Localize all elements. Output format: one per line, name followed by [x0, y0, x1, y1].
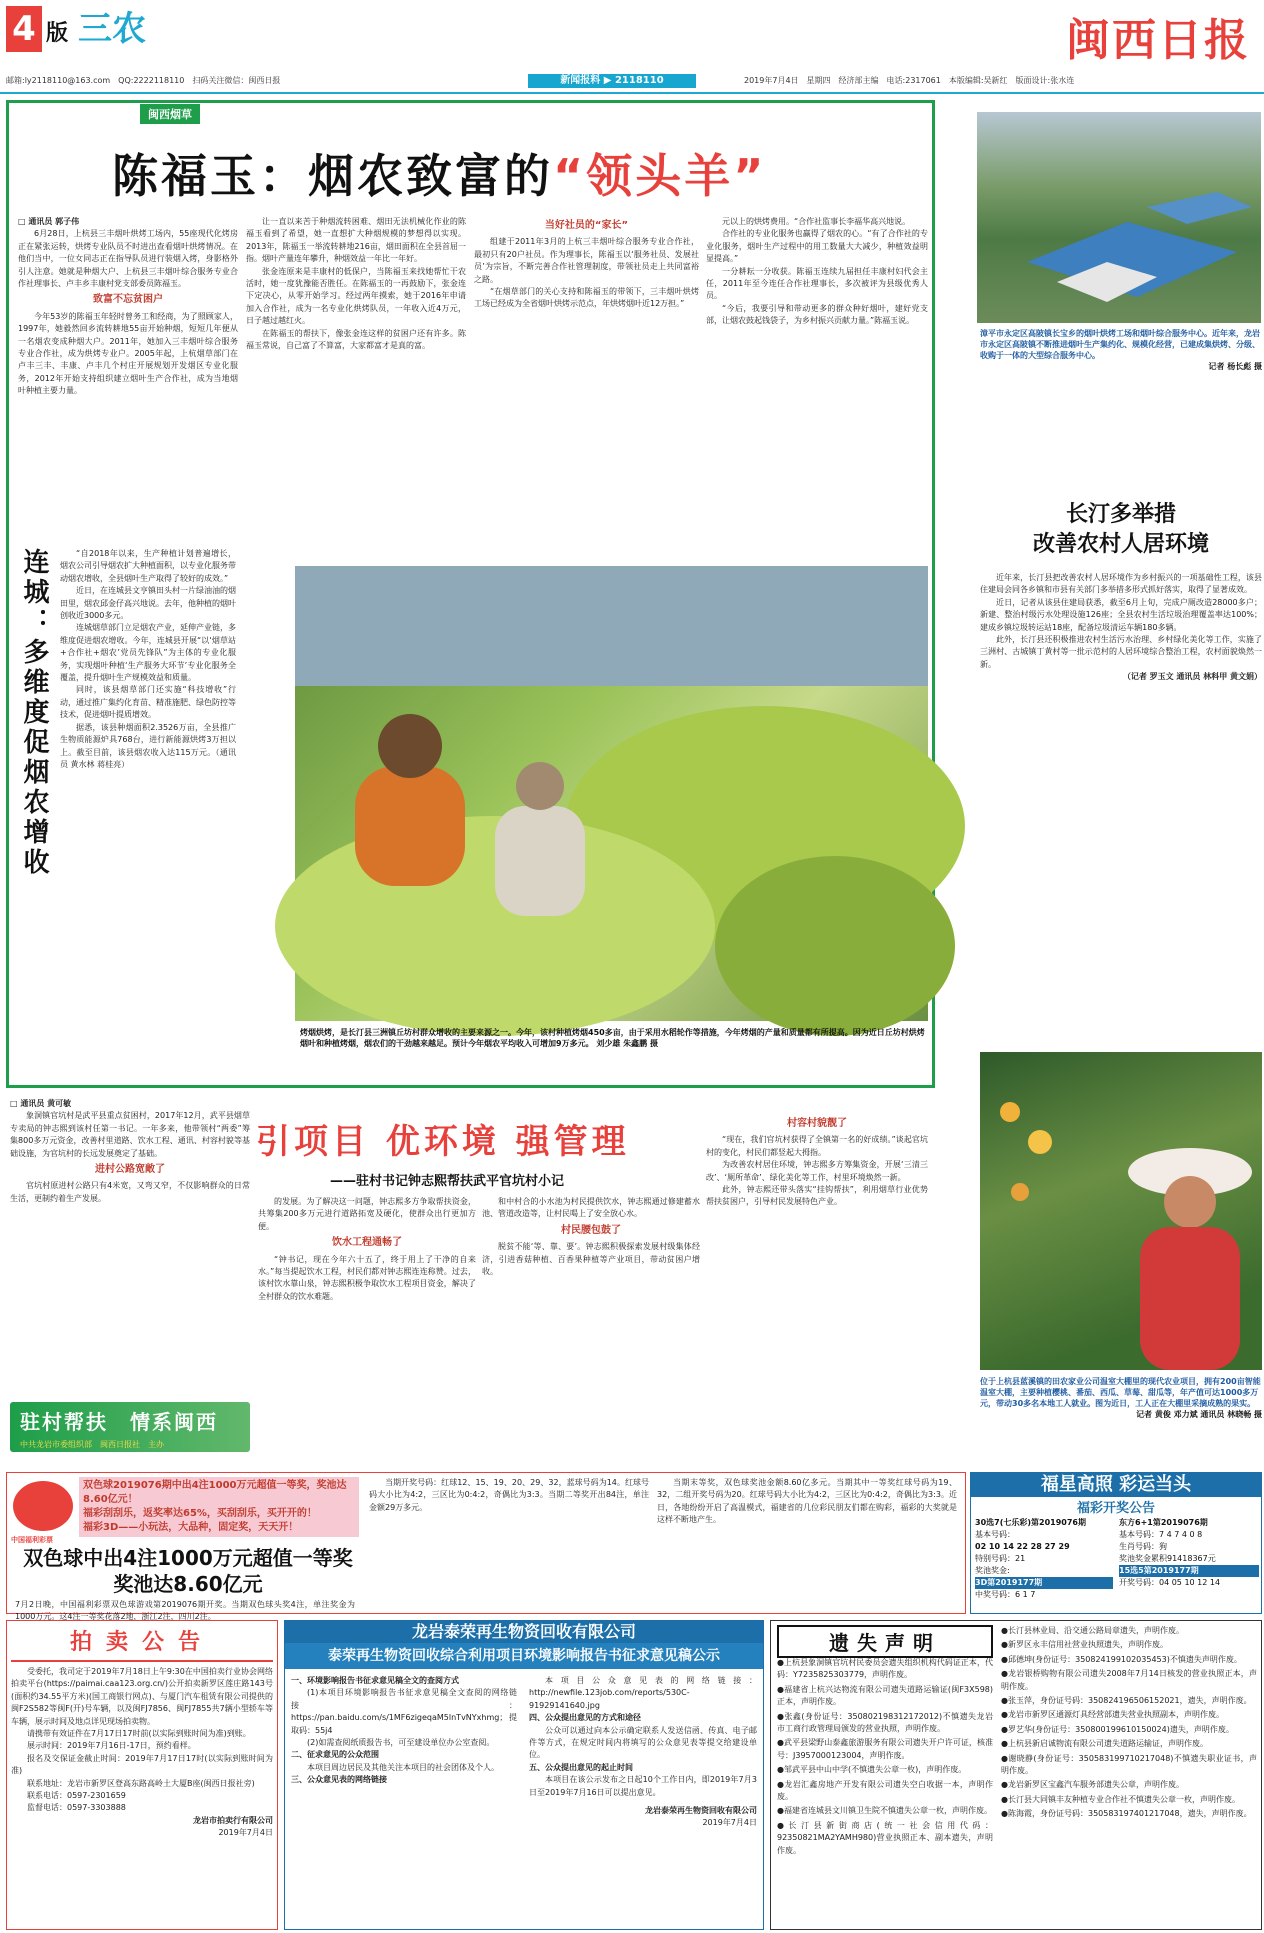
- project-col1: [10, 1098, 250, 1398]
- project-byline: □ 通讯员 黄可敏: [10, 1099, 72, 1108]
- env-notice: [284, 1620, 764, 1930]
- lead-col2: [246, 216, 466, 542]
- headline-part1: 陈福玉：烟农致富的: [112, 149, 553, 203]
- changting-body: [980, 572, 1262, 942]
- lost-item: ●长汀县新街商店(统一社会信用代码：92350821MA2YAMH980)营业执照正本、副本遗失，声明作废。: [777, 1820, 993, 1855]
- subheading: 村民腰包鼓了: [561, 1224, 621, 1236]
- lottery-brand: 中国福利彩票: [11, 1536, 53, 1544]
- greenhouse-photo: [980, 1052, 1262, 1370]
- paragraph: 的发展。为了解决这一问题，钟志熙多方争取帮扶资金，共筹集200多万元进行道路拓宽及硬化，使群众出行更加方便。: [258, 1197, 476, 1231]
- lost-item: ●张玉萍，身份证号码：350824196506152021，遗失，声明作废。: [1001, 1696, 1252, 1706]
- lottery-headline: 双色球中出4注1000万元超值一等奖 奖池达8.60亿元: [23, 1546, 353, 1596]
- paragraph: “今后，我要引导和带动更多的群众种好烟叶，建好党支部，让烟农鼓起钱袋子，为乡村振兴贡献力量。”陈福玉说。: [706, 303, 928, 326]
- lost-col1: [777, 1657, 993, 1925]
- promo-line: 福彩刮刮乐，返奖率达65%，买刮刮乐，买开开的！: [83, 1508, 317, 1519]
- subheading: 致富不忘贫困户: [93, 294, 163, 306]
- caption-text: 位于上杭县蓝溪镇的田农家业公司温室大棚里的现代农业项目，拥有200亩智能温室大棚，主要种植樱桃、番茄、西瓜、草莓、甜瓜等，年产值可达1000多万元，带动30多名本地工人就业。图为近日，工人正在大棚里采摘成熟的果实。: [980, 1377, 1261, 1408]
- paragraph: 让一直以来苦于种烟流转困难、烟田无法机械化作业的陈福玉看到了希望，她一直想扩大种烟规模的梦想得以实现。2013年，陈福玉一举流转耕地216亩，烟田面积在全县首屈一指。烟叶产量连年攀升，种烟效益一年比一年好。: [246, 217, 466, 264]
- lead-kicker: [140, 103, 200, 124]
- lottery-body: [15, 1599, 355, 1622]
- auction-body: [11, 1666, 273, 1922]
- paragraph: 官坑村原进村公路只有4米宽，又弯又窄，不仅影响群众的日常生活，更制约着生产发展。: [10, 1181, 250, 1203]
- lead-byline: □ 通讯员 郭子伟: [18, 217, 80, 226]
- lost-item: ●福建省上杭兴达物流有限公司遗失道路运输证(闽F3X598)正本，声明作废。: [777, 1684, 993, 1707]
- lost-item: ●福建省连城县文川镇卫生院不慎遗失公章一枚，声明作废。: [777, 1806, 992, 1816]
- lost-item: ●张鑫(身份证号：350802198312172012)不慎遗失龙岩市工商行政管理局颁发的营业执照，声明作废。: [777, 1711, 993, 1734]
- result-title: 东方6+1第2019076期: [1119, 1518, 1208, 1527]
- lead-headline: [112, 140, 872, 212]
- paragraph: 本项目周边居民及其他关注本项目的社会团体及个人。: [307, 1762, 499, 1772]
- lost-item: ●龙岩银桥购物有限公司遗失2008年7月14日核发的营业执照正本，声明作废。: [1001, 1669, 1257, 1691]
- lottery-results-panel: [970, 1472, 1262, 1614]
- subheading: 饮水工程通畅了: [332, 1237, 402, 1249]
- paragraph: 此外，长汀县还积极推进农村生活污水治理、乡村绿化美化等工作，实施了三洲村、古城镇丁黄村等一批示范村的人居环境综合整治工程，农村面貌焕然一新。: [980, 635, 1262, 669]
- result-pool: 奖池奖金:: [975, 1566, 1010, 1575]
- lost-item: ●武平县梁野山泰鑫旅游服务有限公司遗失开户许可证，核准号：J3957000123004，声明作废。: [777, 1738, 993, 1760]
- paragraph: 联系电话：0597-2301659: [27, 1791, 126, 1801]
- paragraph: 一分耕耘一分收获。陈福玉连续九届担任丰康村妇代会主任，2011年至今连任合作社理事长，多次被评为县级优秀人员。: [706, 266, 928, 301]
- headline-line2: 改善农村人居环境: [1032, 532, 1209, 557]
- paragraph: 在陈福玉的帮扶下，像张金连这样的贫困户还有许多。陈福玉常说，自己富了不算富，大家都富才是真的富。: [246, 328, 466, 351]
- env-title: 泰荣再生物资回收综合利用项目环境影响报告书征求意见稿公示: [285, 1643, 763, 1669]
- caption-credit: 刘少雄 朱鑫鹏 摄: [596, 1039, 658, 1048]
- news-hotline: 新闻报料 ▶ 2118110: [528, 74, 696, 88]
- masthead-logo: 闽西日报: [1066, 15, 1250, 66]
- result-block-61: [1119, 1517, 1259, 1589]
- lost-item: ●龙岩新罗区宝鑫汽车服务部遗失公章，声明作废。: [1001, 1780, 1184, 1790]
- env-section: 二、征求意见的公众范围: [291, 1750, 379, 1760]
- tomato-picking-image: [980, 1052, 1262, 1370]
- info-right: 2019年7月4日 星期四 经济部主编 电话:2317061 本版编辑:吴新红 版面设计:张水连: [744, 76, 1075, 85]
- lottery-promo-box: [79, 1477, 359, 1537]
- lottery-results-title: 福星高照 彩运当头: [971, 1473, 1261, 1497]
- paragraph: “钟书记，现在今年六十五了，终于用上了干净的自来水。”每当提起饮水工程，村民们都对钟志熙连连称赞。过去，该村饮水靠山泉，钟志熙积极争取饮水工程项目资金，解决了全村群众的饮水难题。: [258, 1254, 476, 1301]
- lost-item: ●邹武平县中山中学(不慎遗失公章一枚)，声明作废。: [777, 1765, 967, 1775]
- env-col2: [529, 1675, 757, 1925]
- result-label: 基本号码：: [975, 1530, 1015, 1539]
- factory-photo: [977, 112, 1261, 323]
- lead-col4: [706, 216, 928, 542]
- caption-credit: 记者 杨长彪 摄: [1208, 362, 1262, 371]
- headline-part2: “领头羊”: [553, 149, 767, 203]
- headline-line1: 长汀多举措: [1065, 502, 1176, 527]
- lottery-ad: [6, 1472, 966, 1622]
- main-photo-caption: [300, 1027, 928, 1075]
- result-pool: 奖池奖金累积91418367元: [1119, 1554, 1216, 1563]
- paragraph: 同时，该县烟草部门还实施“科技增收”行动，通过推广集约化育苗、精准施肥、绿色防控等技术，促进烟叶提质增效。: [60, 685, 236, 720]
- env-section: 一、环境影响报告书征求意见稿全文的查阅方式: [291, 1676, 459, 1685]
- tobacco-harvest-image: [295, 566, 928, 1021]
- paragraph: “现在，我们官坑村获得了全镇第一名的好成绩。”谈起官坑村的变化，村民们都竖起大拇指。: [706, 1135, 928, 1157]
- env-footer: 龙岩泰荣再生物资回收有限公司: [645, 1806, 757, 1816]
- lost-item: ●邱德坤(身份证号：350824199102035453)不慎遗失声明作废。: [1001, 1654, 1242, 1664]
- greenhouse-caption: [980, 1376, 1262, 1456]
- industrial-park-image: [977, 112, 1261, 323]
- lost-item: ●长汀县大同镇丰友种植专业合作社不慎遗失公章一枚，声明作废。: [1001, 1794, 1240, 1804]
- result-numbers: 开奖号码：04 05 10 12 14: [1119, 1578, 1221, 1587]
- project-subtitle: ——驻村书记钟志熙帮扶武平官坑村小记: [330, 1174, 565, 1189]
- auction-company: 龙岩市拍卖行有限公司: [193, 1815, 273, 1825]
- promo-line: 福彩3D——小玩法，大品种，固定奖，天天开！: [83, 1522, 299, 1533]
- lost-notices: [770, 1620, 1262, 1930]
- lost-col2: [1001, 1625, 1257, 1925]
- result-title: 30选7(七乐彩)第2019076期: [975, 1518, 1086, 1527]
- caption-text: 漳平市永定区高陂镇长宝乡的烟叶烘烤工场和烟叶综合服务中心。近年来，龙岩市永定区高陂镇不断推进烟叶生产集约化、规模化经营，已建成集烘烤、分级、收购于一体的大型综合服务中心。: [980, 329, 1260, 360]
- result-numbers: 中奖号码：6 1 7: [975, 1590, 1036, 1599]
- main-photo: [295, 566, 928, 1021]
- caption-credit: 记者 黄俊 邓力斌 通讯员 林晓畅 摄: [1136, 1410, 1262, 1419]
- env-date: 2019年7月4日: [702, 1818, 757, 1828]
- result-block-qlc: [975, 1517, 1113, 1601]
- paragraph: 本项目公众意见表的网络链接：http://newfile.123job.com/reports/530C-91929141640.jpg: [529, 1676, 757, 1710]
- info-left: 邮箱:ly2118110@163.com QQ:2222118110 扫码关注微信：闽西日报: [6, 76, 281, 85]
- paragraph: 当期开奖号码：红球12、15、19、20、29、32，蓝球号码为14。红球号码大小比为4:2，三区比为0:4:2，奇偶比为3:3。当期二等奖开出84注，单注金额29万多元。: [369, 1478, 649, 1512]
- byline: （记者 罗玉文 通讯员 林科甲 黄文娟）: [1122, 672, 1262, 682]
- paragraph: 今年53岁的陈福玉年轻时曾务工和经商，为了照顾家人，1997年，她毅然回乡流转耕地55亩开始种烟，短短几年便从一名烟农变成种烟大户。2011年，她加入三丰烟叶综合服务专业合作社，成为烘烤专业户。2005年起，上杭烟草部门在卢丰三丰、丰康、卢丰几个村庄开展规划开发烟区专业化服务，2012年开始支持组织建立烟叶生产合作社，成为当地烟叶种植主要力量。: [18, 311, 238, 396]
- paragraph: 元以上的烘烤费用。“合作社监事长李福华高兴地说。: [722, 217, 911, 226]
- paragraph: 近日，记者从该县住建局获悉，截至6月上旬，完成户厕改造28000多户；新建、整治村级污水处理设施126座；全县农村生活垃圾治理覆盖率达100%；建成乡镇垃圾转运站18座，配备垃圾清运车辆180多辆。: [980, 597, 1262, 632]
- subheading: 进村公路宽敞了: [95, 1164, 165, 1176]
- lottery-col2: [369, 1477, 649, 1611]
- lost-item: ●上杭县象洞镇官坑村民委员会遗失组织机构代码证正本，代码：Y7235825303779，声明作废。: [777, 1658, 993, 1680]
- lost-item: ●长汀县林业局、沿交通公路局章遗失，声明作废。: [1001, 1626, 1184, 1635]
- paragraph: 6月28日，上杭县三丰烟叶烘烤工场内，55座现代化烤房正在紧张运转，烘烤专业队员不时进出查看烟叶烘烤情况。在他们当中，一位女同志正在指导队员进行装烟入烤，身影格外引人注意。她就是种烟大户、上杭县三丰烟叶综合服务专业合作社理事长、卢丰乡丰康村党支部委员陈福玉。: [18, 229, 238, 289]
- paragraph: 组建于2011年3月的上杭三丰烟叶综合服务专业合作社，最初只有20户社员。作为理事长，陈福玉以‘服务社员、发展社员’为宗旨，不断完善合作社管理制度，带领社员走上共同富裕之路。: [474, 237, 699, 284]
- paragraph: 近年来，长汀县把改善农村人居环境作为乡村振兴的一项基础性工程，该县住建局会同各乡镇和市县有关部门多举措多形式抓好落实，取得了显著成效。: [980, 573, 1262, 595]
- project-col3: [482, 1196, 700, 1456]
- lost-item: ●谢晓静(身份证号：350583199710217048)不慎遗失职业证书，声明作废。: [1001, 1753, 1257, 1776]
- welfare-lottery-logo-icon: [13, 1481, 73, 1531]
- result-numbers: 基本号码：7 4 7 4 0 8: [1119, 1530, 1203, 1539]
- lost-item: ●上杭县新启诚物流有限公司遗失道路运输证，声明作废。: [1001, 1739, 1208, 1749]
- result-zodiac: 生肖号码：狗: [1119, 1542, 1167, 1551]
- auction-date: 2019年7月4日: [218, 1828, 273, 1838]
- lost-item: ●龙岩汇鑫房地产开发有限公司遗失空白收据一本，声明作废。: [777, 1779, 993, 1802]
- header-rule: [0, 92, 1264, 94]
- liancheng-body: [60, 548, 236, 1078]
- lead-col1: [18, 216, 238, 542]
- auction-notice: [6, 1620, 278, 1930]
- banner-sub: 中共龙岩市委组织部 闽西日报社 主办: [20, 1440, 164, 1449]
- lost-item: ●罗艺华(身份证号：350800199610150024)遗失，声明作废。: [1001, 1724, 1234, 1734]
- env-company: 龙岩泰荣再生物资回收有限公司: [285, 1621, 763, 1643]
- lottery-results-sub: 福彩开奖公告: [1076, 1501, 1155, 1516]
- env-col1: [291, 1675, 517, 1925]
- page-suffix: 版: [46, 21, 69, 46]
- lead-col3: [474, 216, 699, 542]
- paragraph: 监督电话：0597-3303888: [27, 1803, 126, 1813]
- subheading: 村容村貌靓了: [787, 1118, 847, 1129]
- paragraph: 联系地址：龙岩市新罗区登高东路高岭土大厦B座(闽西日报社旁): [27, 1778, 255, 1788]
- result-special: 特别号码：21: [975, 1554, 1026, 1563]
- auction-title: 拍卖公告: [11, 1625, 273, 1662]
- lost-item: ●陈海霞，身份证号码：350583197401217048，遗失，声明作废。: [1001, 1809, 1252, 1819]
- promo-line: 双色球2019076期中出4注1000万元超值一等奖，奖池达8.60亿元！: [83, 1480, 347, 1505]
- paragraph: 合作社的专业化服务也赢得了烟农的心。“有了合作社的专业化服务，烟叶生产过程中的用工数量大大减少，种植效益明显提高。”: [706, 229, 928, 264]
- lottery-col3: [657, 1477, 957, 1611]
- paragraph: 据悉，该县种烟面积2.3526万亩，全县推广生物质能源炉具768台，进行新能源烘烤3万担以上。截至目前，该县烟农收入达115万元。（通讯员 黄水林 蒋桂亮）: [60, 722, 236, 769]
- paragraph: 本项目在该公示发布之日起10个工作日内，即2019年7月3日至2019年7月16日可以提出意见。: [529, 1775, 757, 1797]
- paragraph: 近日，在连城县文亨镇田头村一片绿油油的烟田里，烟农邱金仔高兴地说。去年，他种植的烟叶创收近3000多元。: [60, 586, 236, 621]
- paragraph: 公众可以通过向本公示确定联系人发送信函、传真、电子邮件等方式，在规定时间内将填写的公众意见表等提交给建设单位。: [529, 1725, 757, 1760]
- paragraph: 象洞镇官坑村是武平县重点贫困村，2017年12月，武平县烟草专卖局的钟志熙到该村任第一书记。一年多来，他带领村“两委”筹集800多万元资金，改善村里道路、饮水工程、通讯、村容村貌等基础设施，为官坑村的长远发展奠定了基础。: [10, 1111, 250, 1158]
- result-subtitle: 15选5第2019177期: [1119, 1565, 1259, 1577]
- lost-title: 遗失声明: [777, 1625, 993, 1658]
- lost-item: ●新罗区永丰信用社营业执照遗失，声明作废。: [1001, 1640, 1168, 1650]
- paragraph: (1)本项目环境影响报告书征求意见稿全文查阅的网络链接：https://pan.baidu.com/s/1MF6zigeqaM5lnTvNYxhmg；提取码：55j4: [291, 1688, 517, 1735]
- project-headline: 引项目 优环境 强管理: [256, 1122, 630, 1162]
- village-aid-banner: [10, 1402, 250, 1452]
- kicker-label: 闽西烟草: [140, 104, 200, 124]
- subheading: 当好社员的“家长”: [544, 220, 629, 231]
- paragraph: 展示时间：2019年7月16日-17日，预约看样。: [27, 1741, 196, 1751]
- lost-item: ●龙岩市新罗区通源灯具经营部遗失营业执照副本，声明作废。: [1001, 1710, 1224, 1720]
- result-numbers: 02 10 14 22 28 27 29: [975, 1542, 1070, 1551]
- paragraph: (2)如需查阅纸质报告书，可至建设单位办公室查阅。: [307, 1738, 495, 1748]
- paragraph: 当期末等奖，双色球奖池金额8.60亿多元。当期其中一等奖红球号码为19、32，二组开奖号码为20。红球号码大小比为4:2，三区比为0:4:2，奇偶比为3:3。近日，各地纷纷开启了高温模式，福建省的几位彩民朋友们都在购彩，福彩的大奖就是这样不断地产生。: [657, 1478, 957, 1525]
- page-number: 4: [6, 6, 42, 52]
- paragraph: 张金连原来是丰康村的低保户，当陈福玉来找她帮忙干农活时，她一度犹豫能否胜任。在陈福玉的一再鼓励下，张金连下定决心，从零开始学习。经过两年摸索，她于2016年申请加入合作社，成为一名专业化烘烤队员，一年收入近4万元，日子越过越红火。: [246, 266, 466, 326]
- banner-title: 驻村帮扶 情系闽西: [20, 1410, 218, 1434]
- paragraph: 此外，钟志熙还带头落实“挂钩帮扶”，利用烟草行业优势帮扶贫困户，引导村民发展特色产业。: [706, 1185, 928, 1207]
- paragraph: 请携带有效证件在7月17日17时前(以实际到账时间为准)到账。: [27, 1729, 251, 1739]
- caption-text: 烤烟烘烤，是长汀县三洲镇丘坊村群众增收的主要来源之一。今年，该村种植烤烟450多亩，由于采用水稻轮作等措施，今年烤烟的产量和质量都有所提高。因为近日丘坊村烘烤烟叶和种植烤烟，烟农们的干劲越来越足。预计今年烟农平均收入可增加9万多元。: [300, 1028, 925, 1048]
- paragraph: 连城烟草部门立足烟农产业，延伸产业链，多维度促进烟农增收。今年，连城县开展“以‘烟草站+合作社+烟农’党员先锋队”为主体的专业化服务，实现烟叶种植‘生产服务大环节’专业化服务全覆盖，提升烟叶生产规模效益和质量。: [60, 623, 236, 683]
- paragraph: “在烟草部门的关心支持和陈福玉的带领下，三丰烟叶烘烤工场已经成为全省烟叶烘烤示范点，年烘烤烟叶近12万担。”: [474, 287, 699, 309]
- section-title: 三农: [78, 9, 146, 49]
- paragraph: 脱贫不能‘等、靠、要’。钟志熙积极探索发展村级集体经济，引进香菇种植、百香果种植等产业项目，带动贫困户增收。: [482, 1242, 700, 1277]
- liancheng-title: 连城：多维度促烟农增收: [19, 548, 49, 878]
- paragraph: 7月2日晚，中国福利彩票双色球游戏第2019076期开奖。当期双色球头奖4注，单注奖金为1000万元。这4注一等奖花落2地，浙江2注，四川2注。: [15, 1600, 355, 1622]
- changting-headline: [980, 500, 1262, 560]
- paragraph: “自2018年以来，生产种植计划普遍增长，烟农公司引导烟农扩大种植面积，以专业化服务带动烟农增收，全县烟叶生产取得了较好的成效。”: [60, 549, 236, 583]
- paragraph: 为改善农村居住环境，钟志熙多方筹集资金，开展‘三清三改’、‘厕所革命’、绿化美化等工作，村里环境焕然一新。: [706, 1160, 928, 1182]
- factory-caption: [980, 328, 1262, 418]
- env-section: 四、公众提出意见的方式和途径: [529, 1713, 641, 1723]
- paragraph: 和中村合的小水池为村民提供饮水，钟志熙通过修建蓄水池、管道改造等，让村民喝上了安全放心水。: [482, 1197, 700, 1219]
- paragraph: 报名及交保证金截止时间：2019年7月17日17时(以实际到账时间为准): [11, 1753, 273, 1776]
- project-col4: [706, 1114, 928, 1459]
- env-section: 三、公众意见表的网络链接: [291, 1775, 387, 1785]
- paragraph: 受委托，我司定于2019年7月18日上午9:30在中国拍卖行业协会网络拍卖平台(https://paimai.caa123.org.cn/)公开拍卖新罗区莲庄路143号(面积约34.55平方米)(国工商银行网点)、与厦门汽车租赁有限公司提供的闽F2S582等闽F(开)号车辆，以及闽FJ7856、闽FJ7855共7辆小型轿车等车辆，展示时间及地点详见现场拍卖物。: [11, 1667, 273, 1726]
- project-col2: [258, 1196, 476, 1456]
- result-subtitle: 3D第2019177期: [975, 1577, 1113, 1589]
- env-section: 五、公众提出意见的起止时间: [529, 1762, 633, 1772]
